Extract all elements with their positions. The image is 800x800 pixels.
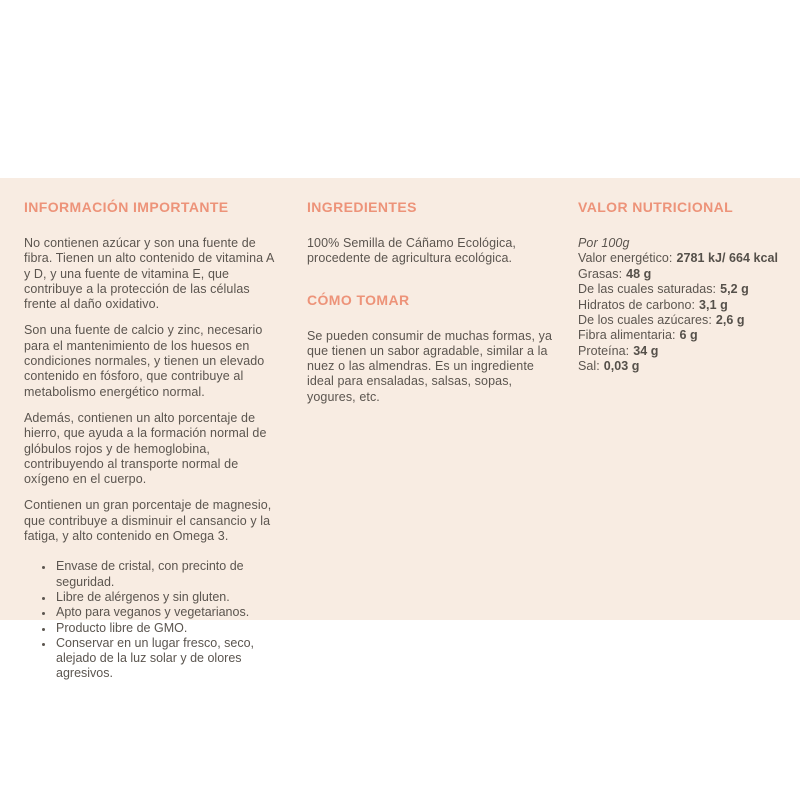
- nutrition-value: 6 g: [679, 328, 698, 343]
- nutrition-row: [578, 298, 792, 313]
- list-item: • Envase de cristal, con precinto de seguridad.: [54, 559, 283, 590]
- list-item: • Apto para veganos y vegetarianos.: [54, 605, 283, 620]
- nutrition-label: Valor energético:: [578, 251, 673, 266]
- nutrition-title: VALOR NUTRICIONAL: [578, 199, 734, 215]
- nutrition-label: De las cuales saturadas:: [578, 282, 717, 297]
- info-paragraph: Además, contienen un alto porcentaje de hierro, que ayuda a la formación normal de glóbulos rojos y de hemoglobina, contribuyendo al transporte normal de oxígeno en el cuerpo.: [24, 410, 267, 487]
- nutrition-value: 2781 kJ/ 664 kcal: [676, 251, 779, 266]
- info-paragraph: Son una fuente de calcio y zinc, necesario para el mantenimiento de los huesos en condiciones normales, y tienen un elevado contenido en fósforo, que contribuye al metabolismo energético normal.: [24, 323, 265, 399]
- nutrition-row: [578, 251, 792, 266]
- important-info-title: INFORMACIÓN IMPORTANTE: [24, 199, 229, 215]
- nutrition-label: Proteína:: [578, 343, 630, 358]
- nutrition-value: 5,2 g: [720, 282, 749, 297]
- nutrition-row: [578, 344, 792, 359]
- nutrition-value: 3,1 g: [699, 297, 728, 312]
- nutrition-value: 0,03 g: [603, 359, 640, 374]
- nutrition-value: 48 g: [626, 266, 652, 281]
- list-item: • Conservar en un lugar fresco, seco, alejado de la luz solar y de olores agresivos.: [54, 636, 283, 682]
- nutrition-row: [578, 328, 792, 343]
- ingredients-text: 100% Semilla de Cáñamo Ecológica, procedente de agricultura ecológica.: [307, 236, 516, 266]
- product-features-list: [24, 559, 283, 681]
- info-paragraph: Contienen un gran porcentaje de magnesio, que contribuye a disminuir el cansancio y la fatiga, y alto contenido en Omega 3.: [24, 498, 272, 544]
- nutrition-row: [578, 267, 792, 282]
- nutrition-row: [578, 359, 792, 374]
- nutrition-label: Fibra alimentaria:: [578, 328, 676, 343]
- nutrition-label: De los cuales azúcares:: [578, 313, 712, 328]
- how-to-take-text: Se pueden consumir de muchas formas, ya que tienen un sabor agradable, similar a la nuez o las almendras. Es un ingrediente ideal para ensaladas, salsas, sopas, yogures, etc.: [307, 328, 552, 404]
- nutrition-label: Grasas:: [578, 266, 623, 281]
- how-to-take-title: CÓMO TOMAR: [307, 291, 410, 308]
- nutrition-value: 2,6 g: [715, 313, 745, 328]
- list-item: • Producto libre de GMO.: [54, 621, 283, 636]
- nutrition-label: Hidratos de carbono:: [578, 297, 696, 312]
- product-details-panel: [0, 178, 800, 681]
- info-paragraph: No contienen azúcar y son una fuente de fibra. Tienen un alto contenido de vitamina A y D, y una fuente de vitamina E, que contribuye a la protección de las células frente al daño oxidativo.: [24, 236, 274, 312]
- list-item: • Libre de alérgenos y sin gluten.: [54, 590, 283, 605]
- nutrition-label: Sal:: [578, 359, 600, 374]
- nutrition-value: 34 g: [633, 343, 659, 358]
- three-column-layout: [0, 178, 800, 682]
- ingredients-title: INGREDIENTES: [307, 199, 417, 215]
- ingredients-column: [307, 200, 554, 682]
- serving-size: Por 100g: [578, 236, 630, 250]
- important-info-column: [24, 200, 283, 682]
- nutrition-column: [578, 200, 792, 682]
- nutrition-row: [578, 282, 792, 297]
- nutrition-row: [578, 313, 792, 328]
